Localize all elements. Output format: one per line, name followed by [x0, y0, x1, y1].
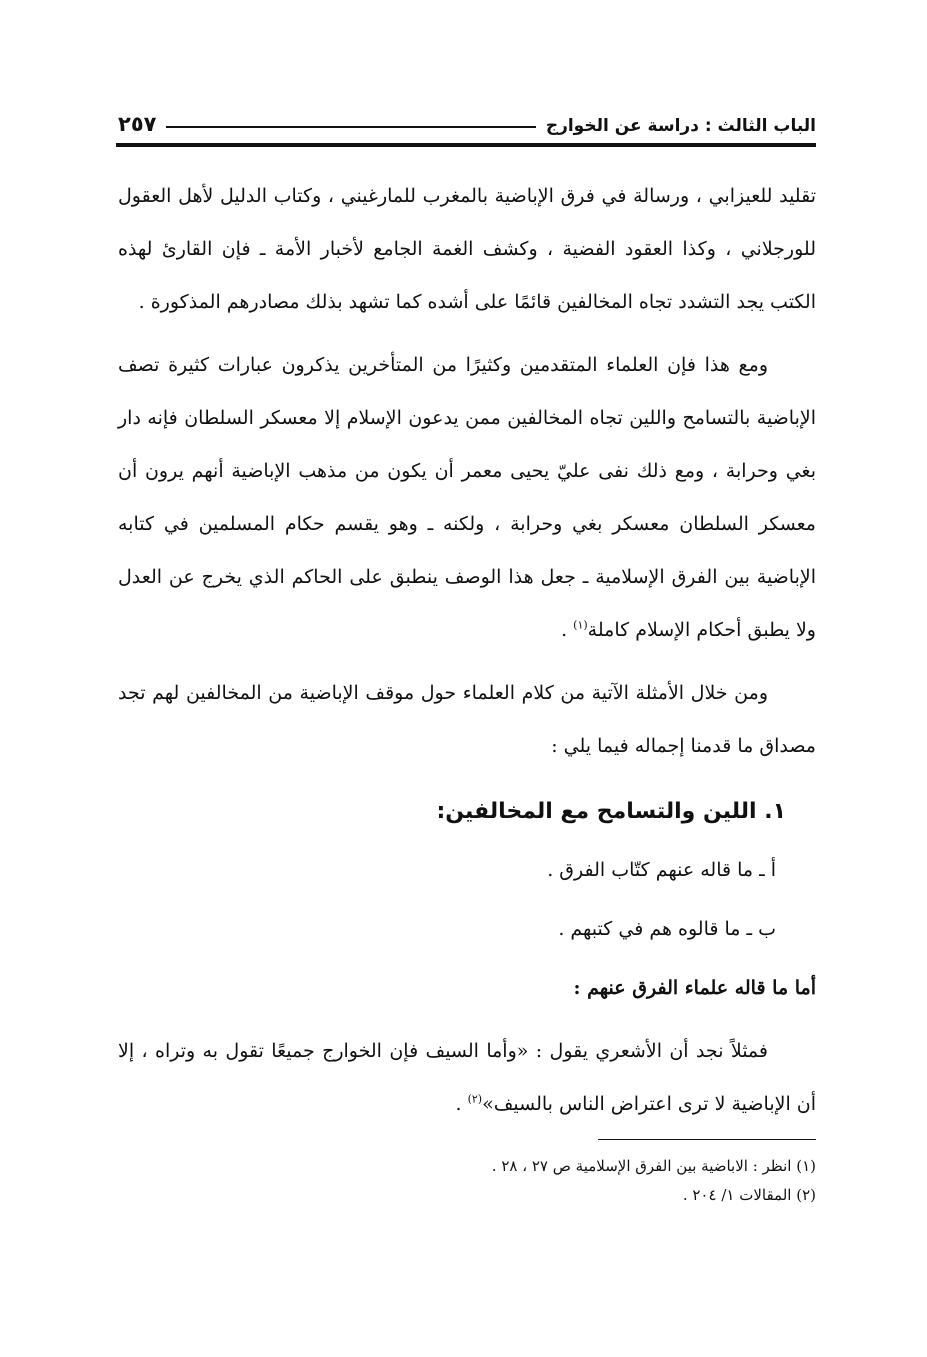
page-number: ٢٥٧: [118, 112, 157, 136]
list-item-b: ب ـ ما قالوه هم في كتبهم .: [558, 918, 776, 940]
footnote-divider: [598, 1139, 816, 1140]
running-title: الباب الثالث : دراسة عن الخوارج: [545, 116, 816, 136]
footnote-ref-2[interactable]: (٢): [467, 1092, 483, 1106]
paragraph-2-end: .: [561, 619, 574, 641]
footnote-1: (١) انظر : الاباضية بين الفرق الإسلامية ص ٢٧ ، ٢٨ .: [491, 1157, 816, 1175]
paragraph-4-text: فمثلاً نجد أن الأشعري يقول : «وأما السيف فإن الخوارج جميعًا تقول به وتراه ، إلا أن الإباضية لا ترى اعتراض الناس بالسيف»: [118, 1040, 816, 1115]
header-rule: [166, 126, 535, 128]
subheading: أما ما قاله علماء الفرق عنهم :: [573, 977, 816, 999]
paragraph-1: تقليد للعيزابي ، ورسالة في فرق الإباضية بالمغرب للمارغيني ، وكتاب الدليل لأهل العقول للورجلاني ، وكذا العقود الفضية ، وكشف الغمة الجامع لأخبار الأمة ـ فإن القارئ لهذه الكتب يجد التشدد تجاه المخالفين قائمًا على أشده كما تشهد بذلك مصادرهم المذكورة .: [118, 185, 816, 313]
footnote-ref-1[interactable]: (١): [573, 618, 588, 632]
body-text: [118, 170, 816, 1131]
footnotes: [118, 1152, 816, 1210]
paragraph-4: [118, 1025, 816, 1131]
footnote-2: (٢) المقالات ١/ ٢٠٤ .: [682, 1186, 816, 1204]
list-item-a: أ ـ ما قاله عنهم كتّاب الفرق .: [547, 859, 776, 881]
header-divider: [116, 143, 816, 147]
section-heading: ١. اللين والتسامح مع المخالفين:: [436, 799, 786, 824]
paragraph-2: [118, 339, 816, 657]
paragraph-4-end: .: [455, 1093, 468, 1115]
paragraph-2-text: ومع هذا فإن العلماء المتقدمين وكثيرًا من المتأخرين يذكرون عبارات كثيرة تصف الإباضية بالتسامح واللين تجاه المخالفين ممن يدعون الإسلام إلا معسكر السلطان فإنه دار بغي وحرابة ، ومع ذلك نفى عليّ يحيى معمر أن يكون من مذهب الإباضية أنهم يرون أن معسكر السلطان معسكر بغي وحرابة ، ولكنه ـ وهو يقسم حكام المسلمين في كتابه الإباضية بين الفرق الإسلامية ـ جعل هذا الوصف ينطبق على الحاكم الذي يخرج عن العدل ولا يطبق أحكام الإسلام كاملة: [118, 354, 816, 641]
paragraph-3: ومن خلال الأمثلة الآتية من كلام العلماء حول موقف الإباضية من المخالفين لهم تجد مصداق ما قدمنا إجماله فيما يلي :: [118, 682, 816, 757]
page-header: [118, 106, 816, 136]
